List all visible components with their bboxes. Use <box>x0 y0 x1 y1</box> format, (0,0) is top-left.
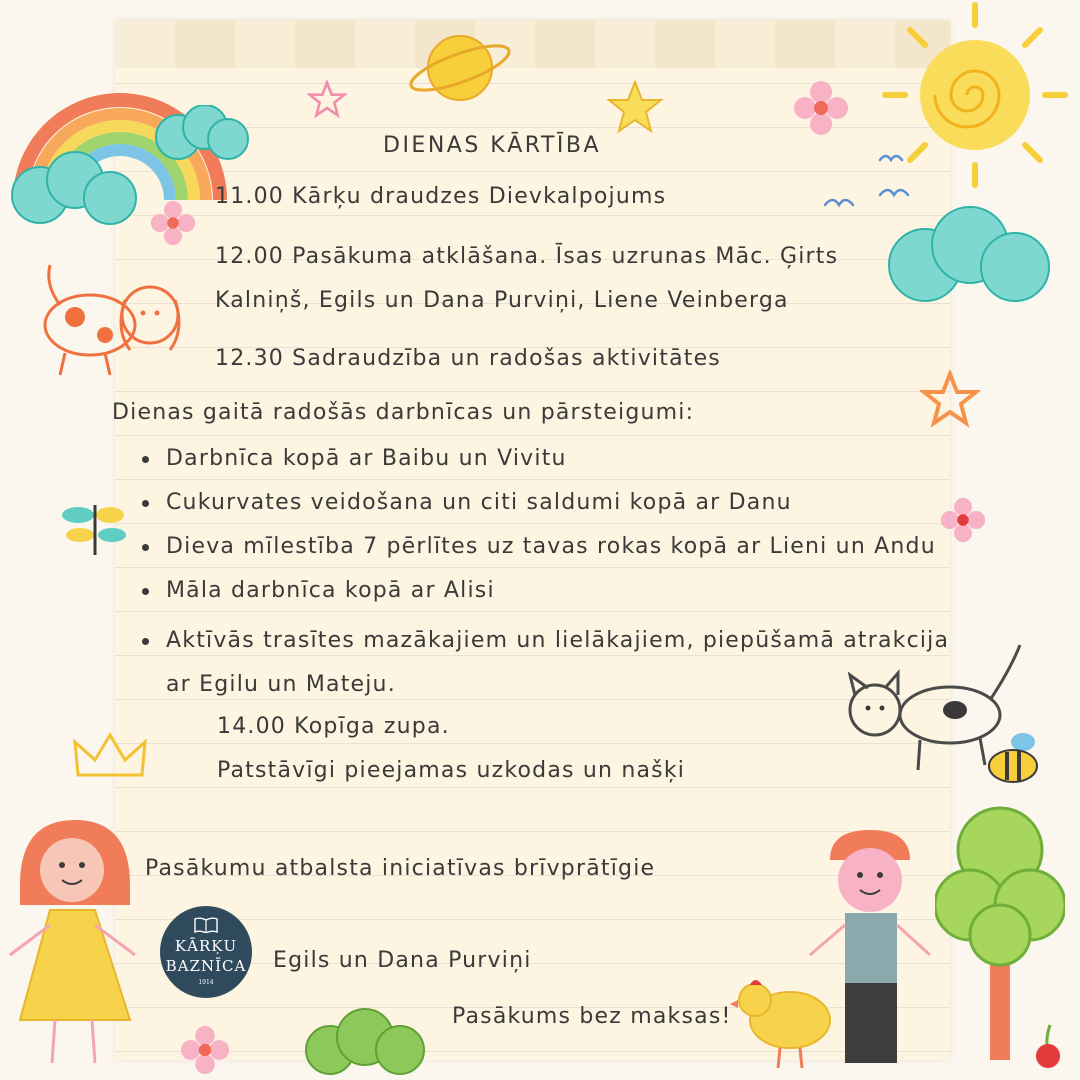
dog-icon <box>35 255 195 385</box>
logo-line: BAZNĪCA <box>165 957 247 975</box>
list-item: Aktīvās trasītes mazākajiem un lielākajiem, piepūšamā atrakcija ar Egilu un Mateju. <box>140 619 956 707</box>
cherry-icon <box>1030 1020 1070 1070</box>
church-logo <box>160 906 252 998</box>
star-icon <box>920 370 980 430</box>
cloud-icon <box>885 205 1055 315</box>
page-title: DIENAS KĀRTĪBA <box>383 133 602 158</box>
star-icon <box>605 78 665 138</box>
list-item: Dieva mīlestība 7 pērlītes uz tavas rokas kopā ar Lieni un Andu <box>140 531 956 575</box>
list-item: Māla darbnīca kopā ar Alisi <box>140 575 956 619</box>
list-item: Darbnīca kopā ar Baibu un Vivitu <box>140 443 956 487</box>
flower-icon <box>793 80 849 136</box>
schedule-item: 14.00 Kopīga zupa. <box>217 714 450 739</box>
schedule-item: 11.00 Kārķu draudzes Dievkalpojums <box>215 184 667 209</box>
bush-icon <box>300 1005 430 1075</box>
workshops-heading: Dienas gaitā radošās darbnīcas un pārsteigumi: <box>112 400 695 425</box>
cloud-icon <box>5 150 145 230</box>
flower-icon <box>180 1025 230 1075</box>
logo-line: KĀRĶU <box>174 937 238 955</box>
support-text: Pasākumu atbalsta iniciatīvas brīvprātīgie <box>145 856 656 881</box>
dragonfly-icon <box>60 490 130 560</box>
schedule-item: 12.00 Pasākuma atklāšana. Īsas uzrunas Māc. Ģirts <box>215 244 839 269</box>
workshops-list <box>140 443 956 707</box>
bee-icon <box>985 728 1045 788</box>
free-entry-text: Pasākums bez maksas! <box>452 1004 732 1029</box>
star-icon <box>307 80 347 120</box>
book-icon <box>194 917 218 933</box>
list-item: Cukurvates veidošana un citi saldumi kopā ar Danu <box>140 487 956 531</box>
sponsors-text: Egils un Dana Purviņi <box>273 948 532 973</box>
schedule-item: 12.30 Sadraudzība un radošas aktivitātes <box>215 346 721 371</box>
cloud-icon <box>150 105 250 165</box>
schedule-item-continued: Patstāvīgi pieejamas uzkodas un našķi <box>217 758 686 783</box>
birds-icon <box>820 145 930 215</box>
chicken-icon <box>730 970 840 1070</box>
flower-icon <box>150 200 196 246</box>
logo-year: 1914 <box>198 979 214 986</box>
crown-icon <box>70 730 150 790</box>
schedule-item-continued: Kalniņš, Egils un Dana Purviņi, Liene Veinberga <box>215 288 789 313</box>
girl-icon <box>0 815 150 1075</box>
planet-icon <box>405 18 515 118</box>
